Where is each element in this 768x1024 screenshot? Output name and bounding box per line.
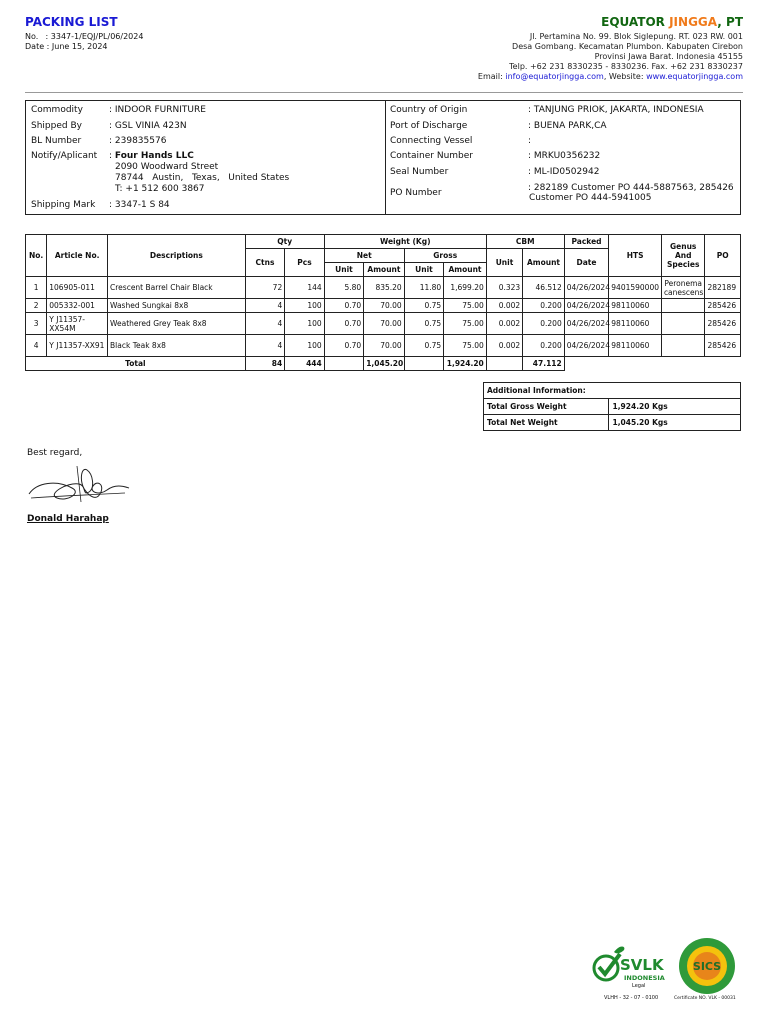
discharge-value: : BUENA PARK,CA xyxy=(528,121,607,131)
cell-net-unit: 5.80 xyxy=(324,277,363,299)
seal-label: Seal Number xyxy=(390,167,449,177)
total-net-weight-value: 1,045.20 Kgs xyxy=(609,415,741,431)
cell-hts: 98110060 xyxy=(609,335,662,357)
email-label: Email: xyxy=(477,72,506,81)
cell-hts: 98110060 xyxy=(609,313,662,335)
cell-cbm-unit: 0.323 xyxy=(486,277,522,299)
additional-info-table xyxy=(483,382,741,431)
website-link[interactable]: www.equatorjingga.com xyxy=(646,72,743,81)
company-name-part3: , PT xyxy=(717,15,743,29)
cell-ctns: 4 xyxy=(245,313,284,335)
doc-number-label: No. xyxy=(25,32,39,41)
col-gross-amount: Amount xyxy=(444,263,487,277)
cell-po: 285426 xyxy=(705,313,741,335)
additional-info-title: Additional Information: xyxy=(484,383,741,399)
cell-date: 04/26/2024 xyxy=(564,277,609,299)
signature-image xyxy=(27,462,137,510)
cell-cbm-amount: 0.200 xyxy=(523,299,565,313)
total-row xyxy=(26,357,741,371)
vessel-value: : xyxy=(528,136,532,146)
cell-pcs: 100 xyxy=(285,299,325,313)
table-row xyxy=(26,313,741,335)
col-cbm-unit: Unit xyxy=(486,249,522,277)
company-phone: Telp. +62 231 8330235 - 8330236. Fax. +62 231 8330237 xyxy=(509,62,743,71)
notify-name: Four Hands LLC xyxy=(114,151,194,161)
sucofindo-seal-icon xyxy=(674,936,740,996)
cell-description: Washed Sungkai 8x8 xyxy=(108,299,246,313)
cell-article: 106905-011 xyxy=(47,277,108,299)
total-cbm-unit-empty xyxy=(486,357,522,371)
cell-po: 282189 xyxy=(705,277,741,299)
container-value: : MRKU0356232 xyxy=(528,151,601,161)
cell-po: 285426 xyxy=(705,335,741,357)
company-name-part2: JINGGA xyxy=(669,15,718,29)
col-ctns: Ctns xyxy=(245,249,284,277)
col-po: PO xyxy=(705,235,741,277)
cell-gross-unit: 11.80 xyxy=(404,277,443,299)
col-no: No. xyxy=(26,235,47,277)
cell-no: 2 xyxy=(26,299,47,313)
cell-no: 4 xyxy=(26,335,47,357)
cell-cbm-unit: 0.002 xyxy=(486,335,522,357)
col-qty: Qty xyxy=(245,235,324,249)
cell-ctns: 4 xyxy=(245,335,284,357)
packing-table xyxy=(25,234,741,371)
total-net-unit-empty xyxy=(324,357,363,371)
cell-description: Weathered Grey Teak 8x8 xyxy=(108,313,246,335)
cell-cbm-amount: 0.200 xyxy=(523,313,565,335)
document-title: PACKING LIST xyxy=(25,15,118,29)
bl-number-value: : 239835576 xyxy=(109,136,167,146)
sics-text: SICS xyxy=(692,960,722,973)
doc-date-label: Date xyxy=(25,42,45,51)
col-net: Net xyxy=(324,249,404,263)
total-net-weight-label: Total Net Weight xyxy=(484,415,609,431)
cell-net-unit: 0.70 xyxy=(324,299,363,313)
company-address xyxy=(478,32,743,82)
origin-label: Country of Origin xyxy=(390,105,468,115)
cell-cbm-amount: 46.512 xyxy=(523,277,565,299)
table-row xyxy=(26,335,741,357)
address-line-3: Provinsi Jawa Barat. Indonesia 45155 xyxy=(594,52,743,61)
commodity-value: : INDOOR FURNITURE xyxy=(109,105,206,115)
email-link[interactable]: info@equatorjingga.com xyxy=(505,72,604,81)
col-net-amount: Amount xyxy=(364,263,405,277)
cell-gross-amount: 75.00 xyxy=(444,313,487,335)
notify-phone: T: +1 512 600 3867 xyxy=(115,184,205,194)
shipment-info-box xyxy=(25,100,741,215)
cell-genus xyxy=(661,335,705,357)
commodity-label: Commodity xyxy=(31,105,83,115)
svlk-code: VLHH - 32 - 07 - 0100 xyxy=(604,995,659,1001)
cell-pcs: 100 xyxy=(285,335,325,357)
company-contact xyxy=(478,72,743,82)
company-name xyxy=(478,15,743,29)
col-weight: Weight (Kg) xyxy=(324,235,486,249)
notify-address-1: 2090 Woodward Street xyxy=(115,162,219,172)
cell-gross-amount: 75.00 xyxy=(444,335,487,357)
cell-hts: 98110060 xyxy=(609,299,662,313)
cell-date: 04/26/2024 xyxy=(564,299,609,313)
address-line-2: Desa Gombang. Kecamatan Plumbon. Kabupaten Cirebon xyxy=(512,42,743,51)
discharge-label: Port of Discharge xyxy=(390,121,468,131)
cell-net-amount: 70.00 xyxy=(364,299,405,313)
bl-number-label: BL Number xyxy=(31,136,82,146)
cell-article: Y J11357-XX91 xyxy=(47,335,108,357)
cell-po: 285426 xyxy=(705,299,741,313)
cell-net-unit: 0.70 xyxy=(324,313,363,335)
company-name-part1: EQUATOR xyxy=(601,15,670,29)
notify-address-2: 78744 Austin, Texas, United States xyxy=(115,173,290,183)
cell-description: Black Teak 8x8 xyxy=(108,335,246,357)
signer-name: Donald Harahap xyxy=(27,514,109,524)
notify-value xyxy=(109,151,289,195)
notify-label: Notify/Aplicant xyxy=(31,151,98,161)
col-hts: HTS xyxy=(609,235,662,277)
cell-genus: Peronema canescens xyxy=(661,277,705,299)
shipment-info-right xyxy=(385,101,740,214)
shipping-mark-label: Shipping Mark xyxy=(31,200,96,210)
total-gross-weight-value: 1,924.20 Kgs xyxy=(609,399,741,415)
cell-ctns: 4 xyxy=(245,299,284,313)
cell-gross-unit: 0.75 xyxy=(404,299,443,313)
cell-gross-amount: 75.00 xyxy=(444,299,487,313)
cell-cbm-unit: 0.002 xyxy=(486,313,522,335)
col-date: Date xyxy=(564,249,609,277)
document-meta xyxy=(25,32,143,52)
sics-certificate: Certificate NO. VLK - 00031 xyxy=(674,996,736,1001)
total-gross-unit-empty xyxy=(404,357,443,371)
cell-article: 005332-001 xyxy=(47,299,108,313)
shipped-by-label: Shipped By xyxy=(31,121,82,131)
total-ctns: 84 xyxy=(245,357,284,371)
doc-number: : 3347-1/EQJ/PL/06/2024 xyxy=(45,32,144,41)
cell-pcs: 100 xyxy=(285,313,325,335)
po-line-1: : 282189 Customer PO 444-5887563, 285426 xyxy=(528,183,734,193)
cell-net-amount: 70.00 xyxy=(364,313,405,335)
table-row xyxy=(26,277,741,299)
vessel-label: Connecting Vessel xyxy=(390,136,473,146)
cell-gross-amount: 1,699.20 xyxy=(444,277,487,299)
cell-gross-unit: 0.75 xyxy=(404,335,443,357)
cell-net-unit: 0.70 xyxy=(324,335,363,357)
doc-date: : June 15, 2024 xyxy=(46,42,108,51)
address-line-1: Jl. Pertamina No. 99. Blok Siglepung. RT. 023 RW. 001 xyxy=(529,32,743,41)
po-label: PO Number xyxy=(390,188,442,198)
seal-value: : ML-ID0502942 xyxy=(528,167,600,177)
cell-description: Crescent Barrel Chair Black xyxy=(108,277,246,299)
shipment-info-left xyxy=(26,101,386,214)
website-label: , Website: xyxy=(603,72,647,81)
cell-hts: 9401590000 xyxy=(609,277,662,299)
closing-regards: Best regard, xyxy=(27,448,83,458)
col-article: Article No. xyxy=(47,235,108,277)
total-gross-weight-label: Total Gross Weight xyxy=(484,399,609,415)
col-cbm-amount: Amount xyxy=(523,249,565,277)
cell-pcs: 144 xyxy=(285,277,325,299)
total-cbm-amount: 47.112 xyxy=(523,357,565,371)
col-gross: Gross xyxy=(404,249,486,263)
total-label: Total xyxy=(26,357,246,371)
shipped-by-value: : GSL VINIA 423N xyxy=(109,121,187,131)
header-divider xyxy=(25,92,743,93)
col-net-unit: Unit xyxy=(324,263,363,277)
col-cbm: CBM xyxy=(486,235,564,249)
col-gross-unit: Unit xyxy=(404,263,443,277)
total-pcs: 444 xyxy=(285,357,325,371)
col-pcs: Pcs xyxy=(285,249,325,277)
sucofindo-logo xyxy=(672,936,742,1006)
svlk-subtitle: INDONESIA xyxy=(624,974,665,982)
col-description: Descriptions xyxy=(108,235,246,277)
container-label: Container Number xyxy=(390,151,473,161)
svlk-title: SVLK xyxy=(620,956,664,974)
cell-genus xyxy=(661,299,705,313)
total-net-amount: 1,045.20 xyxy=(364,357,405,371)
cell-no: 1 xyxy=(26,277,47,299)
po-line-2: Customer PO 444-5941005 xyxy=(529,193,652,203)
po-value xyxy=(528,183,734,203)
cell-date: 04/26/2024 xyxy=(564,335,609,357)
shipping-mark-value: : 3347-1 S 84 xyxy=(109,200,170,210)
cell-cbm-amount: 0.200 xyxy=(523,335,565,357)
company-block xyxy=(478,15,743,82)
cell-date: 04/26/2024 xyxy=(564,313,609,335)
cell-genus xyxy=(661,313,705,335)
cell-ctns: 72 xyxy=(245,277,284,299)
cell-no: 3 xyxy=(26,313,47,335)
total-blank xyxy=(564,357,740,371)
cell-gross-unit: 0.75 xyxy=(404,313,443,335)
svlk-logo xyxy=(590,938,670,1004)
cell-net-amount: 835.20 xyxy=(364,277,405,299)
cell-cbm-unit: 0.002 xyxy=(486,299,522,313)
cell-article: Y J11357-XX54M xyxy=(47,313,108,335)
origin-value: : TANJUNG PRIOK, JAKARTA, INDONESIA xyxy=(528,105,704,115)
svlk-legal: Legal xyxy=(632,983,646,989)
notify-prefix: : xyxy=(109,151,115,161)
col-packed: Packed xyxy=(564,235,609,249)
col-genus: Genus And Species xyxy=(661,235,705,277)
table-row xyxy=(26,299,741,313)
cell-net-amount: 70.00 xyxy=(364,335,405,357)
total-gross-amount: 1,924.20 xyxy=(444,357,487,371)
